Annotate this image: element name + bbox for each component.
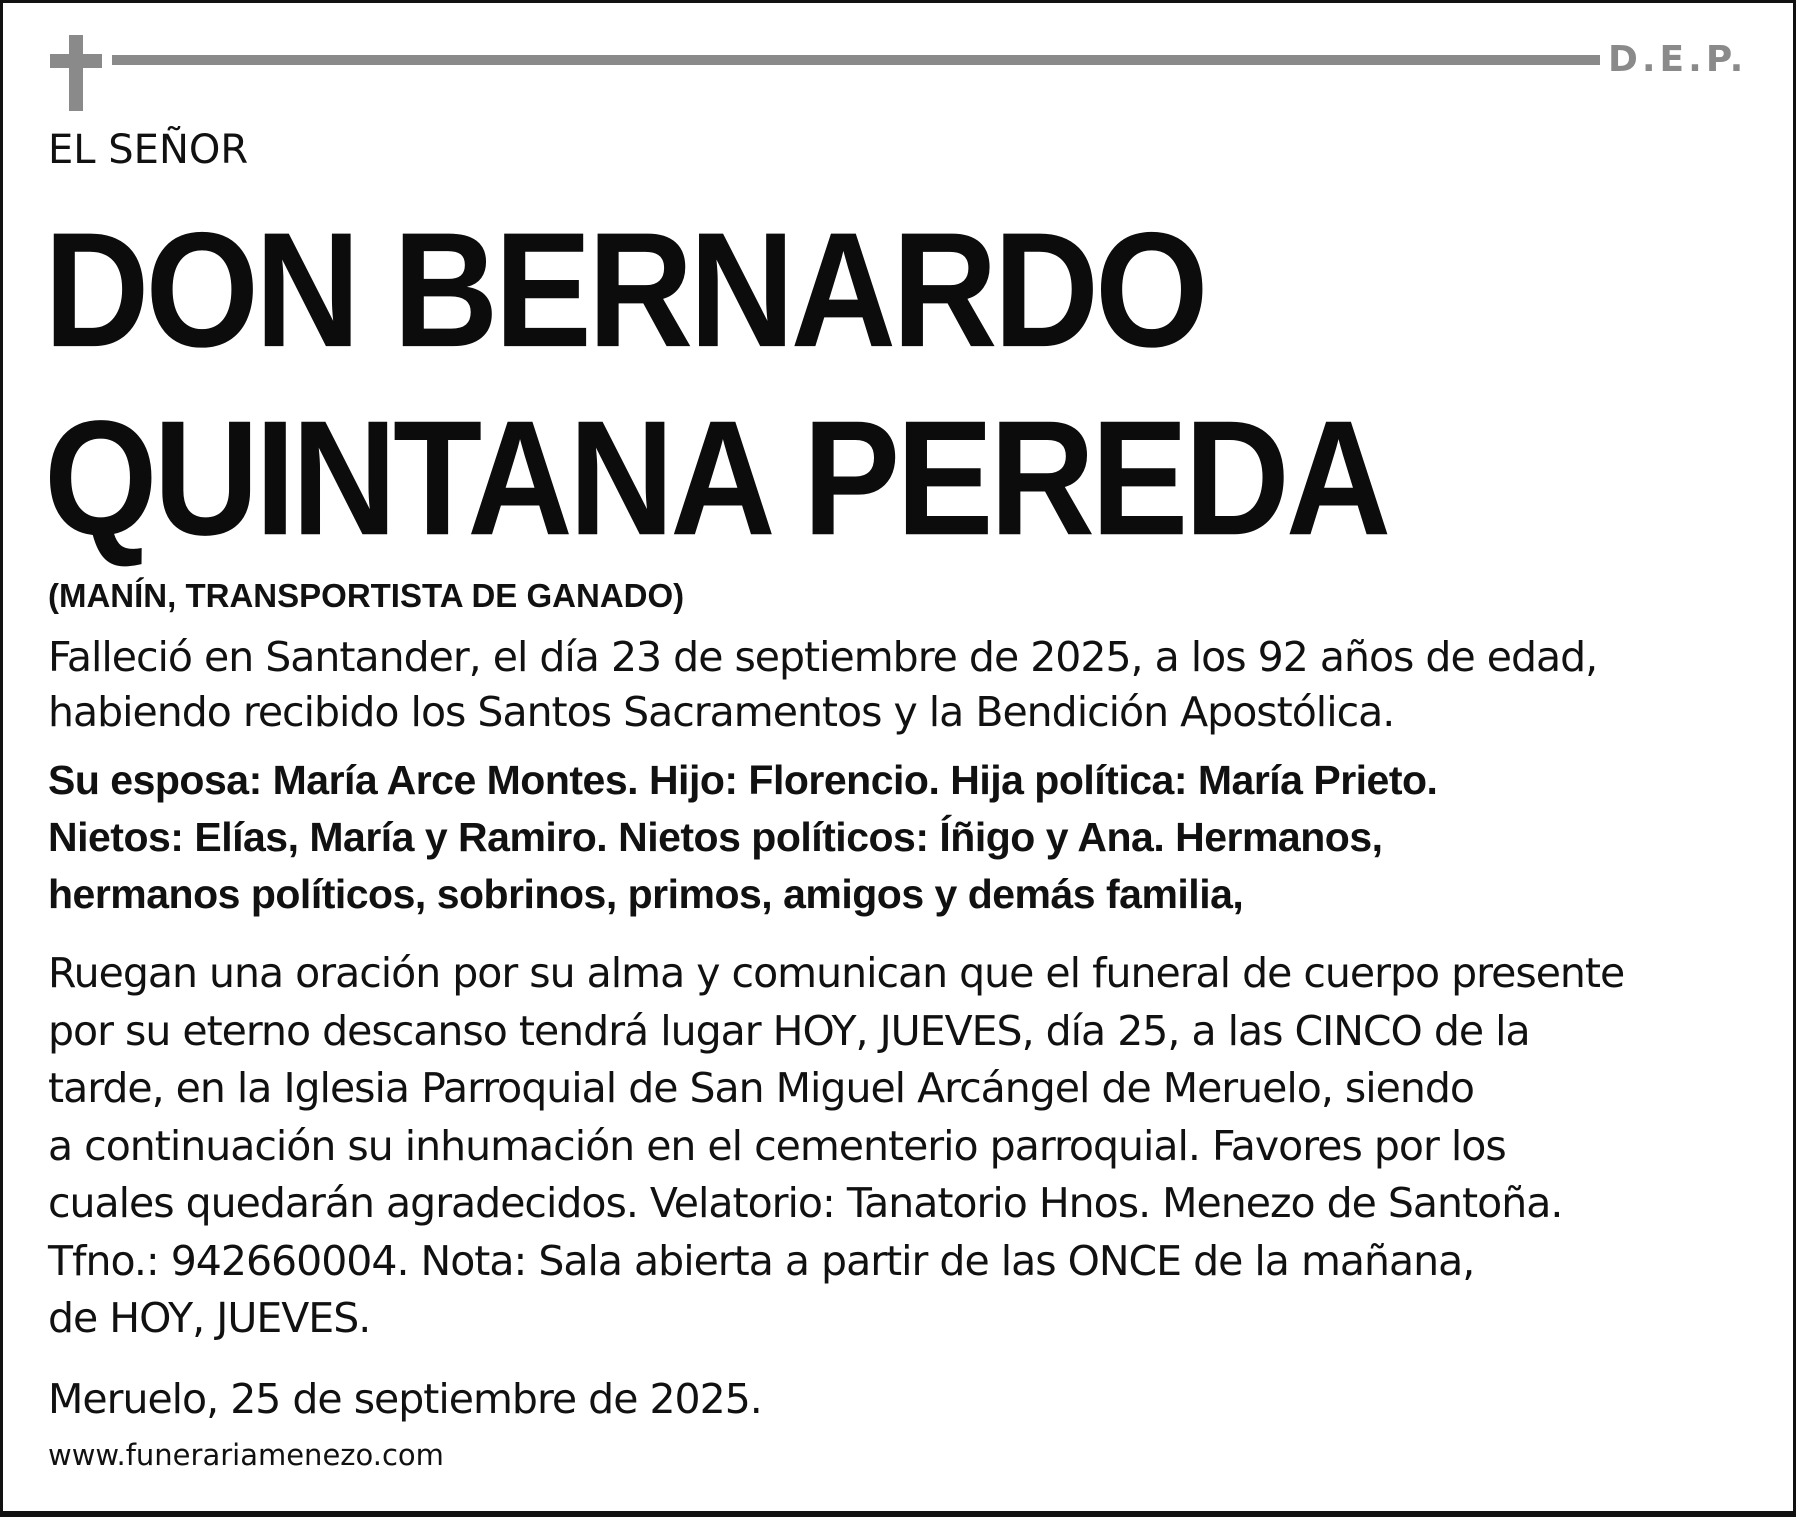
family-line: hermanos políticos, sobrinos, primos, amigos y demás familia,: [48, 871, 1244, 917]
deceased-name-line-2: QUINTANA PEREDA: [44, 386, 1388, 569]
nickname: (MANÍN, TRANSPORTISTA DE GANADO): [48, 577, 685, 614]
death-paragraph: [48, 630, 1597, 740]
family-paragraph: [48, 752, 1437, 923]
family-line: Su esposa: María Arce Montes. Hijo: Florencio. Hija política: María Prieto.: [48, 757, 1438, 803]
funeral-line: tarde, en la Iglesia Parroquial de San Miguel Arcángel de Meruelo, siendo: [48, 1064, 1474, 1112]
header-rule: [112, 55, 1600, 65]
title-prefix: EL SEÑOR: [48, 127, 249, 173]
funeral-line: Tfno.: 942660004. Nota: Sala abierta a partir de las ONCE de la mañana,: [48, 1236, 1475, 1285]
funeral-line: de HOY, JUEVES.: [48, 1294, 371, 1342]
death-line: Falleció en Santander, el día 23 de septiembre de 2025, a los 92 años de edad,: [48, 633, 1598, 681]
funeral-line: a continuación su inhumación en el cementerio parroquial. Favores por los: [48, 1121, 1506, 1170]
cross-icon: [50, 35, 102, 111]
place-date: Meruelo, 25 de septiembre de 2025.: [48, 1375, 762, 1423]
funeral-line: Ruegan una oración por su alma y comunican que el funeral de cuerpo presente: [48, 949, 1625, 997]
deceased-name: [44, 196, 1387, 572]
funeral-paragraph: [48, 945, 1624, 1348]
funeral-line: cuales quedarán agradecidos. Velatorio: Tanatorio Hnos. Menezo de Santoña.: [48, 1179, 1563, 1227]
family-line: Nietos: Elías, María y Ramiro. Nietos políticos: Íñigo y Ana. Hermanos,: [48, 814, 1383, 860]
website-link[interactable]: www.funerariamenezo.com: [48, 1438, 444, 1472]
dep-label: D.E.P.: [1608, 39, 1748, 80]
deceased-name-line-1: DON BERNARDO: [44, 198, 1205, 381]
funeral-line: por su eterno descanso tendrá lugar HOY, JUEVES, día 25, a las CINCO de la: [48, 1006, 1530, 1055]
death-line: habiendo recibido los Santos Sacramentos y la Bendición Apostólica.: [48, 688, 1395, 736]
